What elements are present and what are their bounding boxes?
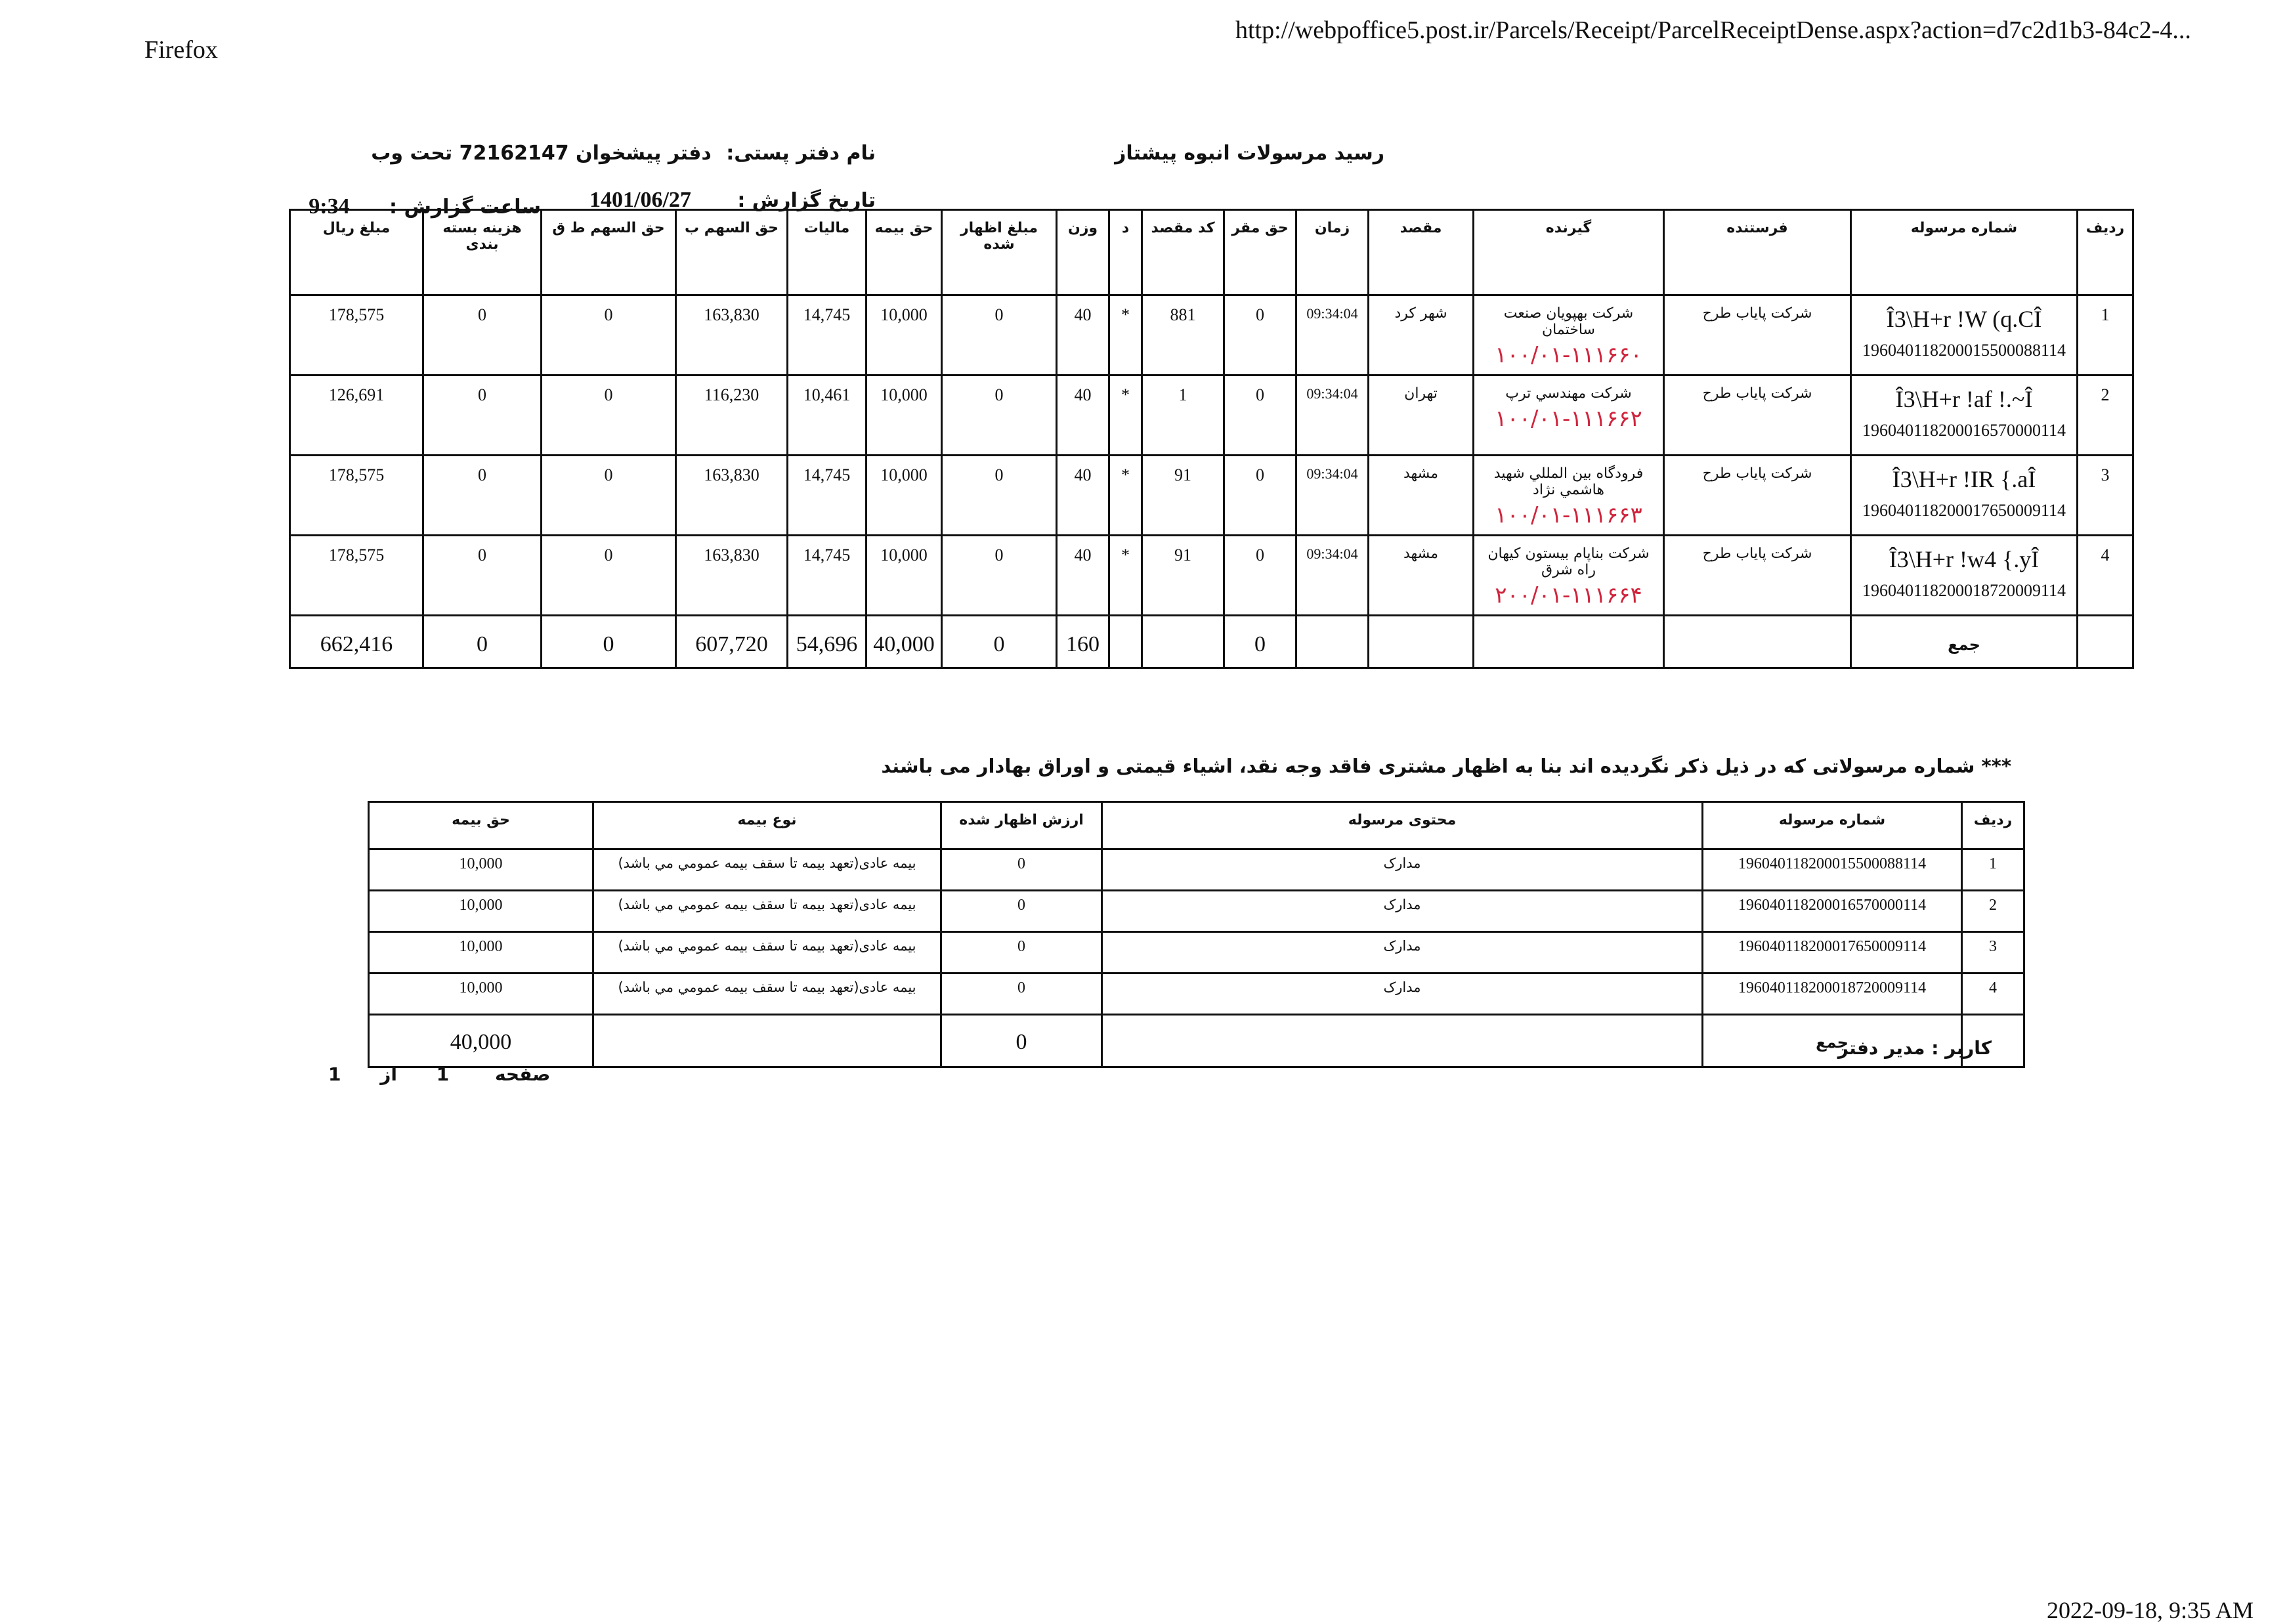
ins-cell-tracking: 196040118200017650009114: [1703, 932, 1962, 973]
table-row: [290, 295, 2133, 375]
cell-sender: شرکت پایاب طرح: [1664, 295, 1851, 375]
cell-insurance: 10,000: [866, 536, 942, 616]
table-row: [290, 375, 2133, 456]
cell-sender: شرکت پایاب طرح: [1664, 536, 1851, 616]
ins-col-row: ردیف: [1962, 802, 2024, 849]
office-value: دفتر پیشخوان 72162147 تحت وب: [371, 142, 712, 165]
col-row: ردیف: [2078, 210, 2133, 295]
cell-dest-code: 881: [1142, 295, 1224, 375]
insurance-total-row: [369, 1015, 2024, 1067]
cell-insurance: 10,000: [866, 295, 942, 375]
page-current: 1: [436, 1063, 450, 1085]
date-value: 1401/06/27: [589, 188, 691, 212]
cell-declared: 0: [942, 536, 1057, 616]
ins-cell-content: مدارک: [1102, 849, 1703, 891]
ins-cell-declared: 0: [941, 973, 1102, 1015]
total-share-b: 607,720: [676, 616, 788, 668]
ins-cell-type: بیمه عادی(تعهد بیمه تا سقف بیمه عمومي مي باشد): [593, 973, 941, 1015]
cell-row: 4: [2078, 536, 2133, 616]
office-label: نام دفتر پستی:: [726, 142, 876, 165]
cell-share-tq: 0: [542, 295, 676, 375]
parcel-table: [289, 209, 2134, 669]
col-fee: حق مقر: [1224, 210, 1296, 295]
cell-share-tq: 0: [542, 456, 676, 536]
insurance-row: [369, 891, 2024, 932]
insurance-row: [369, 932, 2024, 973]
receipt-title: رسید مرسولات انبوه پیشتاز: [1115, 142, 1384, 165]
ins-cell-tracking: 196040118200016570000114: [1703, 891, 1962, 932]
cell-weight: 40: [1057, 375, 1109, 456]
receiver-name: شرکت بناپام بیستون کیهان راه شرق: [1487, 545, 1650, 578]
cell-receiver: [1474, 456, 1664, 536]
ins-col-declared: ارزش اظهار شده: [941, 802, 1102, 849]
handwritten-number: ۱۰۰/۰۱-۱۱۱۶۶۳: [1495, 502, 1642, 528]
total-amount: 662,416: [290, 616, 423, 668]
cell-d: *: [1109, 295, 1142, 375]
cell-insurance: 10,000: [866, 456, 942, 536]
cell-weight: 40: [1057, 456, 1109, 536]
col-tracking: شماره مرسوله: [1851, 210, 2078, 295]
col-share-tq: حق السهم ط ق: [542, 210, 676, 295]
col-d: د: [1109, 210, 1142, 295]
tracking-number: 196040118200017650009114: [1862, 501, 2066, 520]
col-amount: مبلغ ریال: [290, 210, 423, 295]
cell-share-tq: 0: [542, 375, 676, 456]
col-tax: مالیات: [788, 210, 866, 295]
tracking-number: 196040118200015500088114: [1862, 341, 2066, 360]
ins-cell-row: 2: [1962, 891, 2024, 932]
cell-d: *: [1109, 456, 1142, 536]
insurance-table: [368, 801, 2025, 1068]
cell-amount: 126,691: [290, 375, 423, 456]
ins-col-tracking: شماره مرسوله: [1703, 802, 1962, 849]
ins-cell-premium: 10,000: [369, 891, 593, 932]
page-indicator: [328, 1063, 550, 1085]
barcode-text: Î3\H+r !IR {.aÎ: [1892, 466, 2036, 492]
cell-share-b: 116,230: [676, 375, 788, 456]
barcode-text: Î3\H+r !af !.~Î: [1895, 386, 2033, 412]
cell-share-b: 163,830: [676, 536, 788, 616]
cell-declared: 0: [942, 375, 1057, 456]
col-dest-code: کد مقصد: [1142, 210, 1224, 295]
cell-dest-code: 1: [1142, 375, 1224, 456]
ins-total-premium: 40,000: [369, 1015, 593, 1067]
cell-tax: 14,745: [788, 295, 866, 375]
total-time: [1296, 616, 1369, 668]
cell-tracking: [1851, 536, 2078, 616]
barcode-text: Î3\H+r !W (q.CÎ: [1886, 306, 2042, 332]
total-packing: 0: [423, 616, 542, 668]
insurance-row: [369, 973, 2024, 1015]
page-of: از: [380, 1063, 397, 1085]
total-receiver: [1474, 616, 1664, 668]
browser-name: Firefox: [144, 36, 218, 64]
receiver-name: شرکت بهپویان صنعت ساختمان: [1503, 305, 1634, 338]
cell-fee: 0: [1224, 375, 1296, 456]
ins-cell-declared: 0: [941, 849, 1102, 891]
total-dest-code: [1142, 616, 1224, 668]
cell-packing: 0: [423, 536, 542, 616]
cell-d: *: [1109, 375, 1142, 456]
col-receiver: گیرنده: [1474, 210, 1664, 295]
table-total-row: [290, 616, 2133, 668]
cell-tax: 14,745: [788, 536, 866, 616]
cell-insurance: 10,000: [866, 375, 942, 456]
col-share-b: حق السهم ب: [676, 210, 788, 295]
tracking-number: 196040118200016570000114: [1862, 421, 2066, 440]
handwritten-number: ۲۰۰/۰۱-۱۱۱۶۶۴: [1495, 582, 1642, 609]
cell-receiver: [1474, 375, 1664, 456]
insurance-row: [369, 849, 2024, 891]
tracking-number: 196040118200018720009114: [1862, 581, 2066, 600]
page-label: صفحه: [494, 1063, 551, 1085]
total-row-cell: [2078, 616, 2133, 668]
receiver-name: فرودگاه بین المللي شهید هاشمي نژاد: [1493, 465, 1644, 498]
print-datetime: 2022-09-18, 9:35 AM: [2047, 1597, 2254, 1623]
cell-tax: 14,745: [788, 456, 866, 536]
col-insurance: حق بیمه: [866, 210, 942, 295]
cell-fee: 0: [1224, 456, 1296, 536]
ins-col-content: محتوی مرسوله: [1102, 802, 1703, 849]
cell-tracking: [1851, 295, 2078, 375]
date-label: تاریخ گزارش :: [737, 189, 876, 212]
cell-time: 09:34:04: [1296, 456, 1369, 536]
cell-dest: مشهد: [1369, 456, 1474, 536]
cell-declared: 0: [942, 295, 1057, 375]
cell-sender: شرکت پایاب طرح: [1664, 456, 1851, 536]
ins-cell-row: 3: [1962, 932, 2024, 973]
table-header-row: [290, 210, 2133, 295]
cell-dest: تهران: [1369, 375, 1474, 456]
cell-row: 3: [2078, 456, 2133, 536]
cell-packing: 0: [423, 295, 542, 375]
cell-time: 09:34:04: [1296, 295, 1369, 375]
total-dest: [1369, 616, 1474, 668]
cell-row: 1: [2078, 295, 2133, 375]
cell-weight: 40: [1057, 536, 1109, 616]
page-total: 1: [328, 1063, 341, 1085]
ins-total-type: [593, 1015, 941, 1067]
col-weight: وزن: [1057, 210, 1109, 295]
cell-dest: مشهد: [1369, 536, 1474, 616]
ins-cell-type: بیمه عادی(تعهد بیمه تا سقف بیمه عمومي مي باشد): [593, 849, 941, 891]
ins-cell-row: 1: [1962, 849, 2024, 891]
cell-packing: 0: [423, 456, 542, 536]
ins-cell-content: مدارک: [1102, 932, 1703, 973]
ins-cell-premium: 10,000: [369, 932, 593, 973]
ins-total-content: [1102, 1015, 1703, 1067]
cell-amount: 178,575: [290, 295, 423, 375]
cell-row: 2: [2078, 375, 2133, 456]
cell-time: 09:34:04: [1296, 375, 1369, 456]
total-d: [1109, 616, 1142, 668]
total-tax: 54,696: [788, 616, 866, 668]
cell-amount: 178,575: [290, 456, 423, 536]
table-row: [290, 456, 2133, 536]
cell-weight: 40: [1057, 295, 1109, 375]
handwritten-number: ۱۰۰/۰۱-۱۱۱۶۶۰: [1495, 342, 1642, 368]
ins-cell-premium: 10,000: [369, 849, 593, 891]
barcode-text: Î3\H+r !w4 {.yÎ: [1889, 546, 2040, 572]
ins-cell-tracking: 196040118200018720009114: [1703, 973, 1962, 1015]
col-time: زمان: [1296, 210, 1369, 295]
ins-total-label: جمع: [1703, 1015, 1962, 1067]
col-dest: مقصد: [1369, 210, 1474, 295]
total-sender: [1664, 616, 1851, 668]
cell-fee: 0: [1224, 536, 1296, 616]
receiver-name: شرکت مهندسي ترپ: [1505, 385, 1632, 402]
total-fee: 0: [1224, 616, 1296, 668]
cell-receiver: [1474, 536, 1664, 616]
ins-cell-declared: 0: [941, 891, 1102, 932]
office-name: [371, 142, 876, 165]
cell-fee: 0: [1224, 295, 1296, 375]
cell-tax: 10,461: [788, 375, 866, 456]
table-row: [290, 536, 2133, 616]
ins-col-premium: حق بیمه: [369, 802, 593, 849]
col-declared: مبلغ اظهار شده: [942, 210, 1057, 295]
total-weight: 160: [1057, 616, 1109, 668]
col-packing: هزینه بسته بندی: [423, 210, 542, 295]
cell-packing: 0: [423, 375, 542, 456]
user-label: کاربر : مدیر دفتر: [1837, 1037, 1992, 1059]
page-url: http://webpoffice5.post.ir/Parcels/Receipt/ParcelReceiptDense.aspx?action=d7c2d1b3-84c2-4...: [1235, 16, 2191, 44]
total-label: جمع: [1851, 616, 2078, 668]
ins-cell-content: مدارک: [1102, 973, 1703, 1015]
time-value: 9:34: [309, 194, 350, 219]
total-declared: 0: [942, 616, 1057, 668]
cell-declared: 0: [942, 456, 1057, 536]
handwritten-number: ۱۰۰/۰۱-۱۱۱۶۶۲: [1495, 406, 1642, 432]
cell-time: 09:34:04: [1296, 536, 1369, 616]
cell-share-tq: 0: [542, 536, 676, 616]
cell-amount: 178,575: [290, 536, 423, 616]
cell-d: *: [1109, 536, 1142, 616]
cell-tracking: [1851, 456, 2078, 536]
cell-sender: شرکت پایاب طرح: [1664, 375, 1851, 456]
valuables-note: *** شماره مرسولاتی که در ذیل ذکر نگردیده اند بنا به اظهار مشتری فاقد وجه نقد، اشیاء قیمتی و اوراق بهادار می باشند: [881, 755, 2011, 777]
ins-col-type: نوع بیمه: [593, 802, 941, 849]
ins-cell-tracking: 196040118200015500088114: [1703, 849, 1962, 891]
cell-dest-code: 91: [1142, 536, 1224, 616]
ins-cell-type: بیمه عادی(تعهد بیمه تا سقف بیمه عمومي مي باشد): [593, 891, 941, 932]
cell-share-b: 163,830: [676, 295, 788, 375]
insurance-header-row: [369, 802, 2024, 849]
total-insurance: 40,000: [866, 616, 942, 668]
ins-cell-declared: 0: [941, 932, 1102, 973]
ins-cell-row: 4: [1962, 973, 2024, 1015]
col-sender: فرستنده: [1664, 210, 1851, 295]
cell-tracking: [1851, 375, 2078, 456]
ins-cell-premium: 10,000: [369, 973, 593, 1015]
cell-receiver: [1474, 295, 1664, 375]
cell-dest: شهر کرد: [1369, 295, 1474, 375]
time-label: ساعت گزارش :: [389, 196, 541, 219]
ins-cell-content: مدارک: [1102, 891, 1703, 932]
cell-share-b: 163,830: [676, 456, 788, 536]
total-share-tq: 0: [542, 616, 676, 668]
ins-cell-type: بیمه عادی(تعهد بیمه تا سقف بیمه عمومي مي باشد): [593, 932, 941, 973]
ins-total-declared: 0: [941, 1015, 1102, 1067]
cell-dest-code: 91: [1142, 456, 1224, 536]
